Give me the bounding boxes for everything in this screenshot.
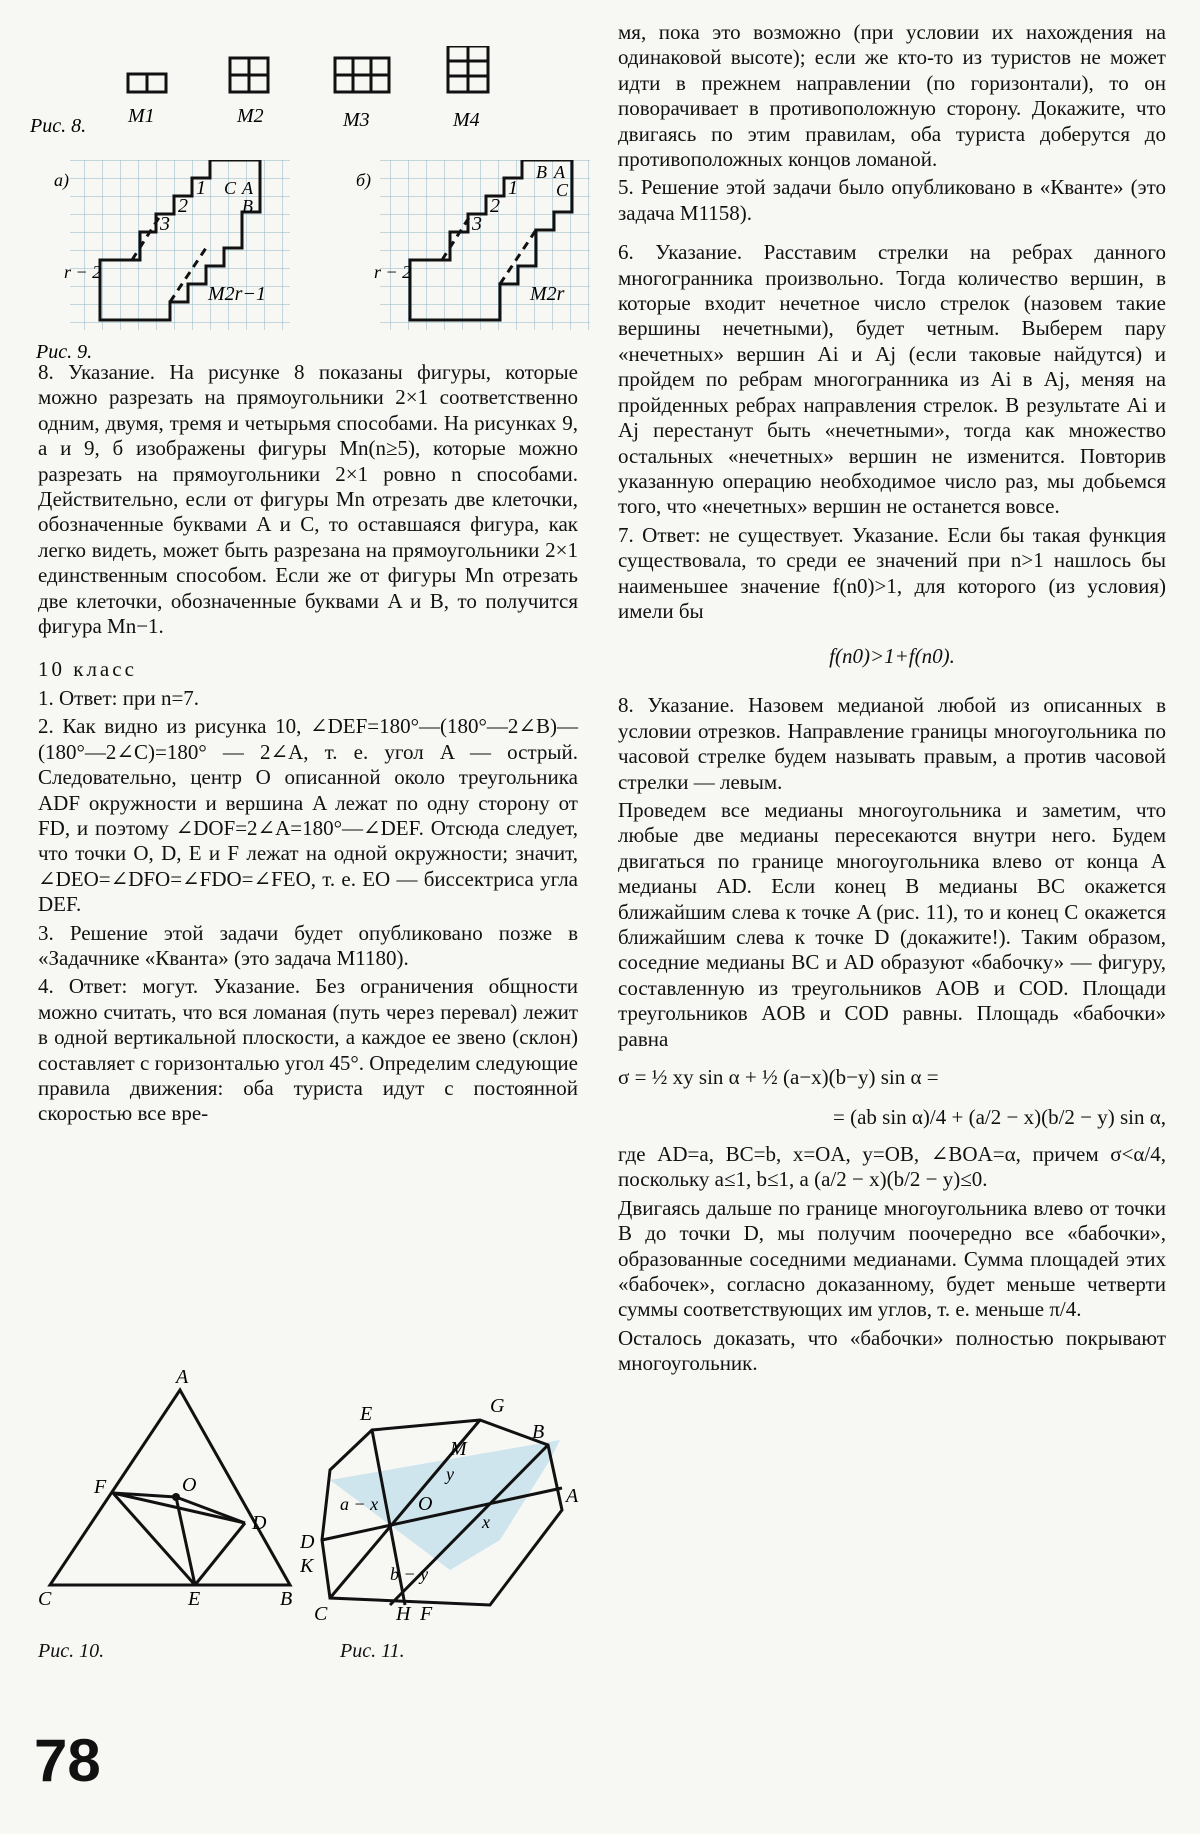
- fig9a-mark-2: 2: [178, 195, 188, 217]
- fig8-label-m2: M2: [237, 105, 264, 127]
- answer-3: 3. Решение этой задачи будет опубликовано позже в «Задачнике «Кванта» (это задача M1180).: [38, 920, 578, 970]
- fig9b-mark-1: 1: [508, 177, 518, 199]
- fig9b-mark-c: C: [556, 180, 569, 200]
- figure-11: [300, 1380, 580, 1620]
- fig10-point-d: D: [252, 1512, 267, 1534]
- fig9a-mark-3: 3: [160, 213, 170, 235]
- fig9b-mark-b: B: [536, 162, 547, 182]
- answer-1: 1. Ответ: при n=7.: [38, 685, 200, 710]
- fig9b-mark-3: 3: [472, 213, 482, 235]
- fig11-point-o: O: [418, 1493, 433, 1515]
- answer-8-where: где AD=a, BC=b, x=OA, y=OB, ∠BOA=α, причем σ<α/4, поскольку a≤1, b≤1, а (a/2 − x)(b/2 − y)≤0.: [618, 1142, 1166, 1192]
- fig9a-mark-m: M2r−1: [208, 283, 266, 305]
- fig9a-mark-a: A: [242, 178, 253, 198]
- class-heading: 10 класс: [38, 657, 137, 682]
- figure-10: [30, 1365, 300, 1605]
- page-number: 78: [34, 1727, 101, 1794]
- answer-6: 6. Указание. Расставим стрелки на ребрах данного многогранника произвольно. Тогда количество вершин, в которые входит нечетное число стрелок (назовем такие вершины нечетными), будет четным. Выберем пару «нечетных» вершин Ai и Aj (если таковые найдутся) и пройдем по ребрам многогранника из Ai в Aj, меняя на пройденных ребрах направления стрелок. В результате Ai и Aj перестанут быть «нечетными», тогда как множество остальных «нечетных» вершин не изменится. Повторив указанную операцию необходимое число раз, мы добьемся того, что «нечетных» вершин не останется вовсе.: [618, 240, 1166, 519]
- fig11-point-c: C: [314, 1603, 328, 1620]
- answer-8-body: Проведем все медианы многоугольника и заметим, что любые две медианы пересекаются внутри него. Будем двигаться по границе многоугольника влево от конца A медианы AD. Если конец B медианы BC окажется ближайшим слева к точке A (рис. 11), то и конец C окажется ближайшим слева к точке D (докажите!). Таким образом, соседние медианы BC и AD образуют «бабочку» — фигуру, составленную из треугольников AOB и COD. Площади треугольников AOB и COD равны. Площадь «бабочки» равна: [618, 797, 1166, 1051]
- fig10-point-f: F: [94, 1476, 107, 1498]
- fig10-point-o: O: [182, 1474, 197, 1496]
- fig9a-mark-r2: r − 2: [64, 262, 102, 282]
- answer-5: 5. Решение этой задачи было опубликовано в «Кванте» (это задача M1158).: [618, 175, 1166, 225]
- answer-2: 2. Как видно из рисунка 10, ∠DEF=180°—(180°—2∠B)—(180°—2∠C)=180° — 2∠A, т. е. угол A — острый. Следовательно, центр O описанной около треугольника ADF окружности и вершина A лежат по одну сторону от FD, и поэтому ∠DOF=2∠A=180°—∠DEF. Отсюда следует, что точки O, D, E и F лежат на одной окружности; значит, ∠DEO=∠DFO=∠FDO=∠FEO, т. е. EO — биссектриса угла DEF.: [38, 714, 578, 917]
- left-column: [38, 360, 578, 1130]
- answer-8-intro: 8. Указание. Назовем медианой любой из описанных в условии отрезков. Направление границы многоугольника по часовой стрелке будем называть правым, а против часовой стрелки — левым.: [618, 693, 1166, 794]
- fig11-point-a: A: [566, 1485, 579, 1507]
- fig11-label-by: b − y: [390, 1564, 429, 1584]
- fig11-point-b: B: [532, 1421, 545, 1443]
- formula-7: f(n0)>1+f(n0).: [829, 644, 955, 669]
- answer-8: 8. Указание. На рисунке 8 показаны фигуры, которые можно разрезать на прямоугольники 2×1 соответственно одним, двумя, тремя и четырьмя способами. На рисунках 9, а и 9, б изображены фигуры Mn(n≥5), которые можно разрезать на прямоугольники 2×1 ровно n способами. Действительно, если от фигуры Mn отрезать две клеточки, обозначенные буквами A и C, то оставшаяся фигура, как легко видеть, может быть разрезана на прямоугольники 2×1 единственным способом. Если же от фигуры Mn отрезать две клеточки, обозначенные буквами A и B, то получится фигура Mn−1.: [38, 360, 578, 639]
- fig11-point-f: F: [420, 1603, 433, 1620]
- fig9b-mark-2: 2: [490, 195, 500, 217]
- answer-7: 7. Ответ: не существует. Указание. Если бы такая функция существовала, то среди ее значений при n>1 нашлось бы наименьшее значение f(n0)>1, для которого (из условия) имели бы: [618, 522, 1166, 623]
- fig9a-mark-b: B: [242, 196, 253, 216]
- fig10-point-e: E: [188, 1588, 201, 1605]
- fig9b-mark-a: A: [554, 162, 565, 182]
- answer-4-continued: мя, пока это возможно (при условии их нахождения на одинаковой высоте); если же кто-то из туристов не может идти в прежнем направлении (по горизонтали), то он поворачивает в противоположную сторону. Докажите, что двигаясь по этим правилам, оба туриста доберутся до противоположных концов ломаной.: [618, 20, 1166, 172]
- fig11-point-e: E: [360, 1403, 373, 1425]
- fig10-caption: Рис. 10.: [38, 1640, 105, 1662]
- fig9a-mark-c: C: [224, 178, 237, 198]
- answer-8-continue: Двигаясь дальше по границе многоугольника влево от точки B до точки D, мы получим поочередно все «бабочки», образованные соседними медианами. Сумма площадей этих «бабочек», согласно доказанному, будет меньше четверти суммы соответствующих им углов, т. е. меньше π/4.: [618, 1195, 1166, 1322]
- fig9a-label: а): [54, 170, 69, 190]
- fig8-label-m4: M4: [453, 109, 480, 131]
- fig8-label-m3: M3: [343, 109, 370, 131]
- fig11-label-x: x: [482, 1512, 490, 1532]
- equation-2: = (ab sin α)/4 + (a/2 − x)(b/2 − y) sin α,: [833, 1105, 1166, 1130]
- fig11-point-d: D: [300, 1531, 315, 1553]
- fig10-point-a: A: [176, 1366, 189, 1388]
- fig11-caption: Рис. 11.: [340, 1640, 405, 1662]
- fig8-label-m1: M1: [128, 105, 155, 127]
- fig9b-mark-m: M2r: [530, 283, 565, 305]
- answer-4: 4. Ответ: могут. Указание. Без ограничения общности можно считать, что вся ломаная (путь через перевал) лежит в одной вертикальной плоскости, а каждое ее звено (склон) составляет с горизонталью угол 45°. Определим следующие правила движения: оба туриста идут с постоянной скоростью все вре-: [38, 974, 578, 1126]
- answer-8-conclusion: Осталось доказать, что «бабочки» полностью покрывают многоугольник.: [618, 1325, 1166, 1376]
- fig11-point-g: G: [490, 1395, 505, 1417]
- fig11-point-m: M: [450, 1438, 467, 1460]
- fig11-label-ax: a − x: [340, 1494, 379, 1514]
- right-column: [618, 20, 1166, 1380]
- fig9-caption: Рис. 9.: [36, 341, 93, 360]
- fig11-label-y: y: [446, 1464, 454, 1484]
- fig9b-label: б): [356, 170, 372, 190]
- fig11-point-h: H: [396, 1603, 411, 1620]
- fig10-point-b: B: [280, 1588, 293, 1605]
- fig10-point-c: C: [38, 1588, 52, 1605]
- fig8-caption: Рис. 8.: [30, 115, 87, 137]
- figure-9: [30, 160, 590, 360]
- equation-1: σ = ½ xy sin α + ½ (a−x)(b−y) sin α =: [618, 1065, 939, 1090]
- figure-8: [30, 46, 570, 146]
- fig11-point-k: K: [300, 1555, 314, 1577]
- fig9a-mark-1: 1: [196, 177, 206, 199]
- fig9b-mark-r2: r − 2: [374, 262, 412, 282]
